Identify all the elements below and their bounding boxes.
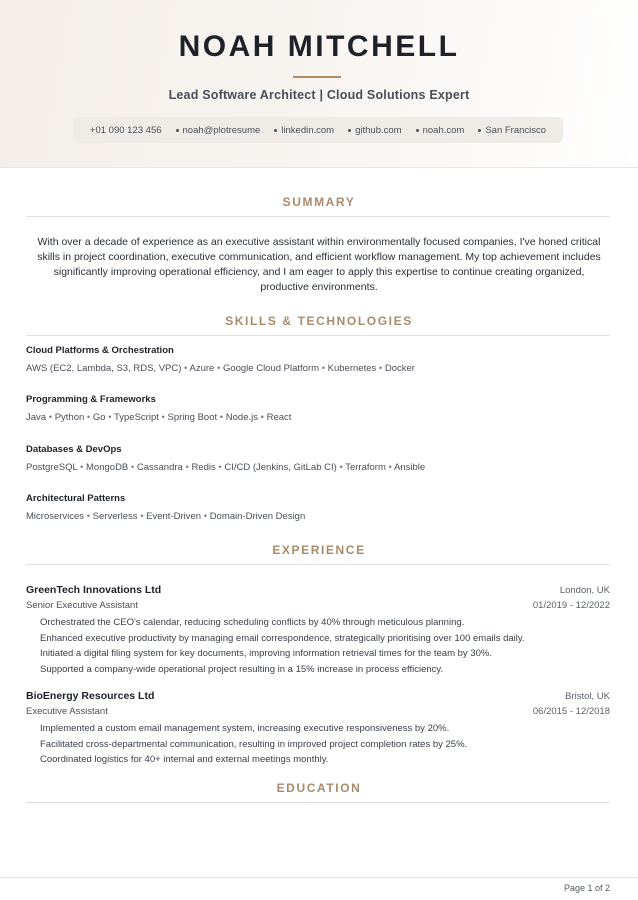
list-item: Enhanced executive productivity by managing email correspondence, strategically prioritising over 100 emails daily. (40, 632, 525, 644)
bullet-dot-icon (176, 129, 179, 132)
list-item: Coordinated logistics for 40+ internal and external meetings monthly. (40, 754, 329, 765)
section-title-summary: SUMMARY (282, 195, 356, 209)
company-name: GreenTech Innovations Ltd (26, 584, 162, 596)
skill-list: Microservices • Serverless • Event-Driven • Domain-Driven Design (26, 511, 306, 522)
footer-divider (0, 877, 638, 878)
contact-location: San Francisco (471, 125, 553, 136)
list-item: Initiated a digital filing system for key documents, improving information retrieval times for the team by 30%. (40, 648, 492, 659)
skill-group (26, 444, 610, 473)
skill-list: AWS (EC2, Lambda, S3, RDS, VPC) • Azure • Google Cloud Platform • Kubernetes • Docker (26, 363, 415, 374)
skill-group (26, 493, 610, 522)
summary-text: With over a decade of experience as an executive assistant within environmentally focused companies, I've honed critical skills in project coordination, executive communication, and efficient workflow management. My top achievement includes significantly improving operational efficiency, and I am eager to apply this expertise to continue creating organized, productive environments. (37, 236, 601, 293)
section-divider (26, 564, 610, 565)
job-role: Senior Executive Assistant (26, 600, 138, 611)
section-divider (26, 216, 610, 217)
list-item: Facilitated cross-departmental communication, resulting in improved project completion rates by 25%. (40, 738, 468, 750)
section-title-education: EDUCATION (276, 781, 362, 795)
section-title-skills: SKILLS & TECHNOLOGIES (225, 314, 413, 328)
name-underline (293, 76, 341, 78)
job-bullets (26, 721, 610, 768)
experience-entry (26, 584, 610, 677)
job-dates: 01/2019 - 12/2022 (532, 600, 610, 611)
contact-linkedin[interactable]: linkedin.com (267, 125, 341, 136)
job-location: Bristol, UK (565, 691, 610, 702)
job-dates: 06/2015 - 12/2018 (532, 706, 610, 717)
page-number: Page 1 of 2 (563, 883, 610, 893)
skill-group (26, 345, 610, 374)
skill-group-title: Programming & Frameworks (26, 394, 156, 405)
candidate-name: NOAH MITCHELL (178, 30, 460, 63)
candidate-headline: Lead Software Architect | Cloud Solutions Expert (168, 88, 470, 102)
list-item: Supported a company-wide operational project resulting in a 15% increase in process efficiency. (40, 663, 444, 675)
bullet-dot-icon (274, 129, 277, 132)
contact-bar (73, 117, 563, 143)
resume-header (0, 0, 638, 168)
job-role: Executive Assistant (26, 706, 108, 717)
skill-group-title: Databases & DevOps (26, 444, 122, 455)
job-location: London, UK (559, 585, 610, 596)
bullet-dot-icon (416, 129, 419, 132)
contact-email[interactable]: noah@plotresume (169, 125, 268, 136)
bullet-dot-icon (348, 129, 351, 132)
skill-list: PostgreSQL • MongoDB • Cassandra • Redis • CI/CD (Jenkins, GitLab CI) • Terraform • Ansible (26, 462, 426, 473)
job-bullets (26, 615, 610, 677)
experience-entry (26, 690, 610, 768)
contact-website[interactable]: noah.com (409, 125, 472, 136)
section-title-experience: EXPERIENCE (272, 543, 366, 557)
list-item: Implemented a custom email management system, increasing executive responsiveness by 20%. (40, 723, 450, 734)
list-item: Orchestrated the CEO's calendar, reducing scheduling conflicts by 40% through meticulous planning. (40, 617, 465, 628)
company-name: BioEnergy Resources Ltd (26, 690, 155, 702)
skill-list: Java • Python • Go • TypeScript • Spring Boot • Node.js • React (26, 412, 292, 423)
skill-group-title: Architectural Patterns (26, 493, 126, 504)
contact-phone: +01 090 123 456 (89, 124, 162, 136)
section-divider (26, 335, 610, 336)
section-divider (26, 802, 610, 803)
contact-github[interactable]: github.com (341, 125, 408, 136)
skill-group (26, 394, 610, 423)
skill-group-title: Cloud Platforms & Orchestration (26, 345, 174, 356)
bullet-dot-icon (478, 129, 481, 132)
